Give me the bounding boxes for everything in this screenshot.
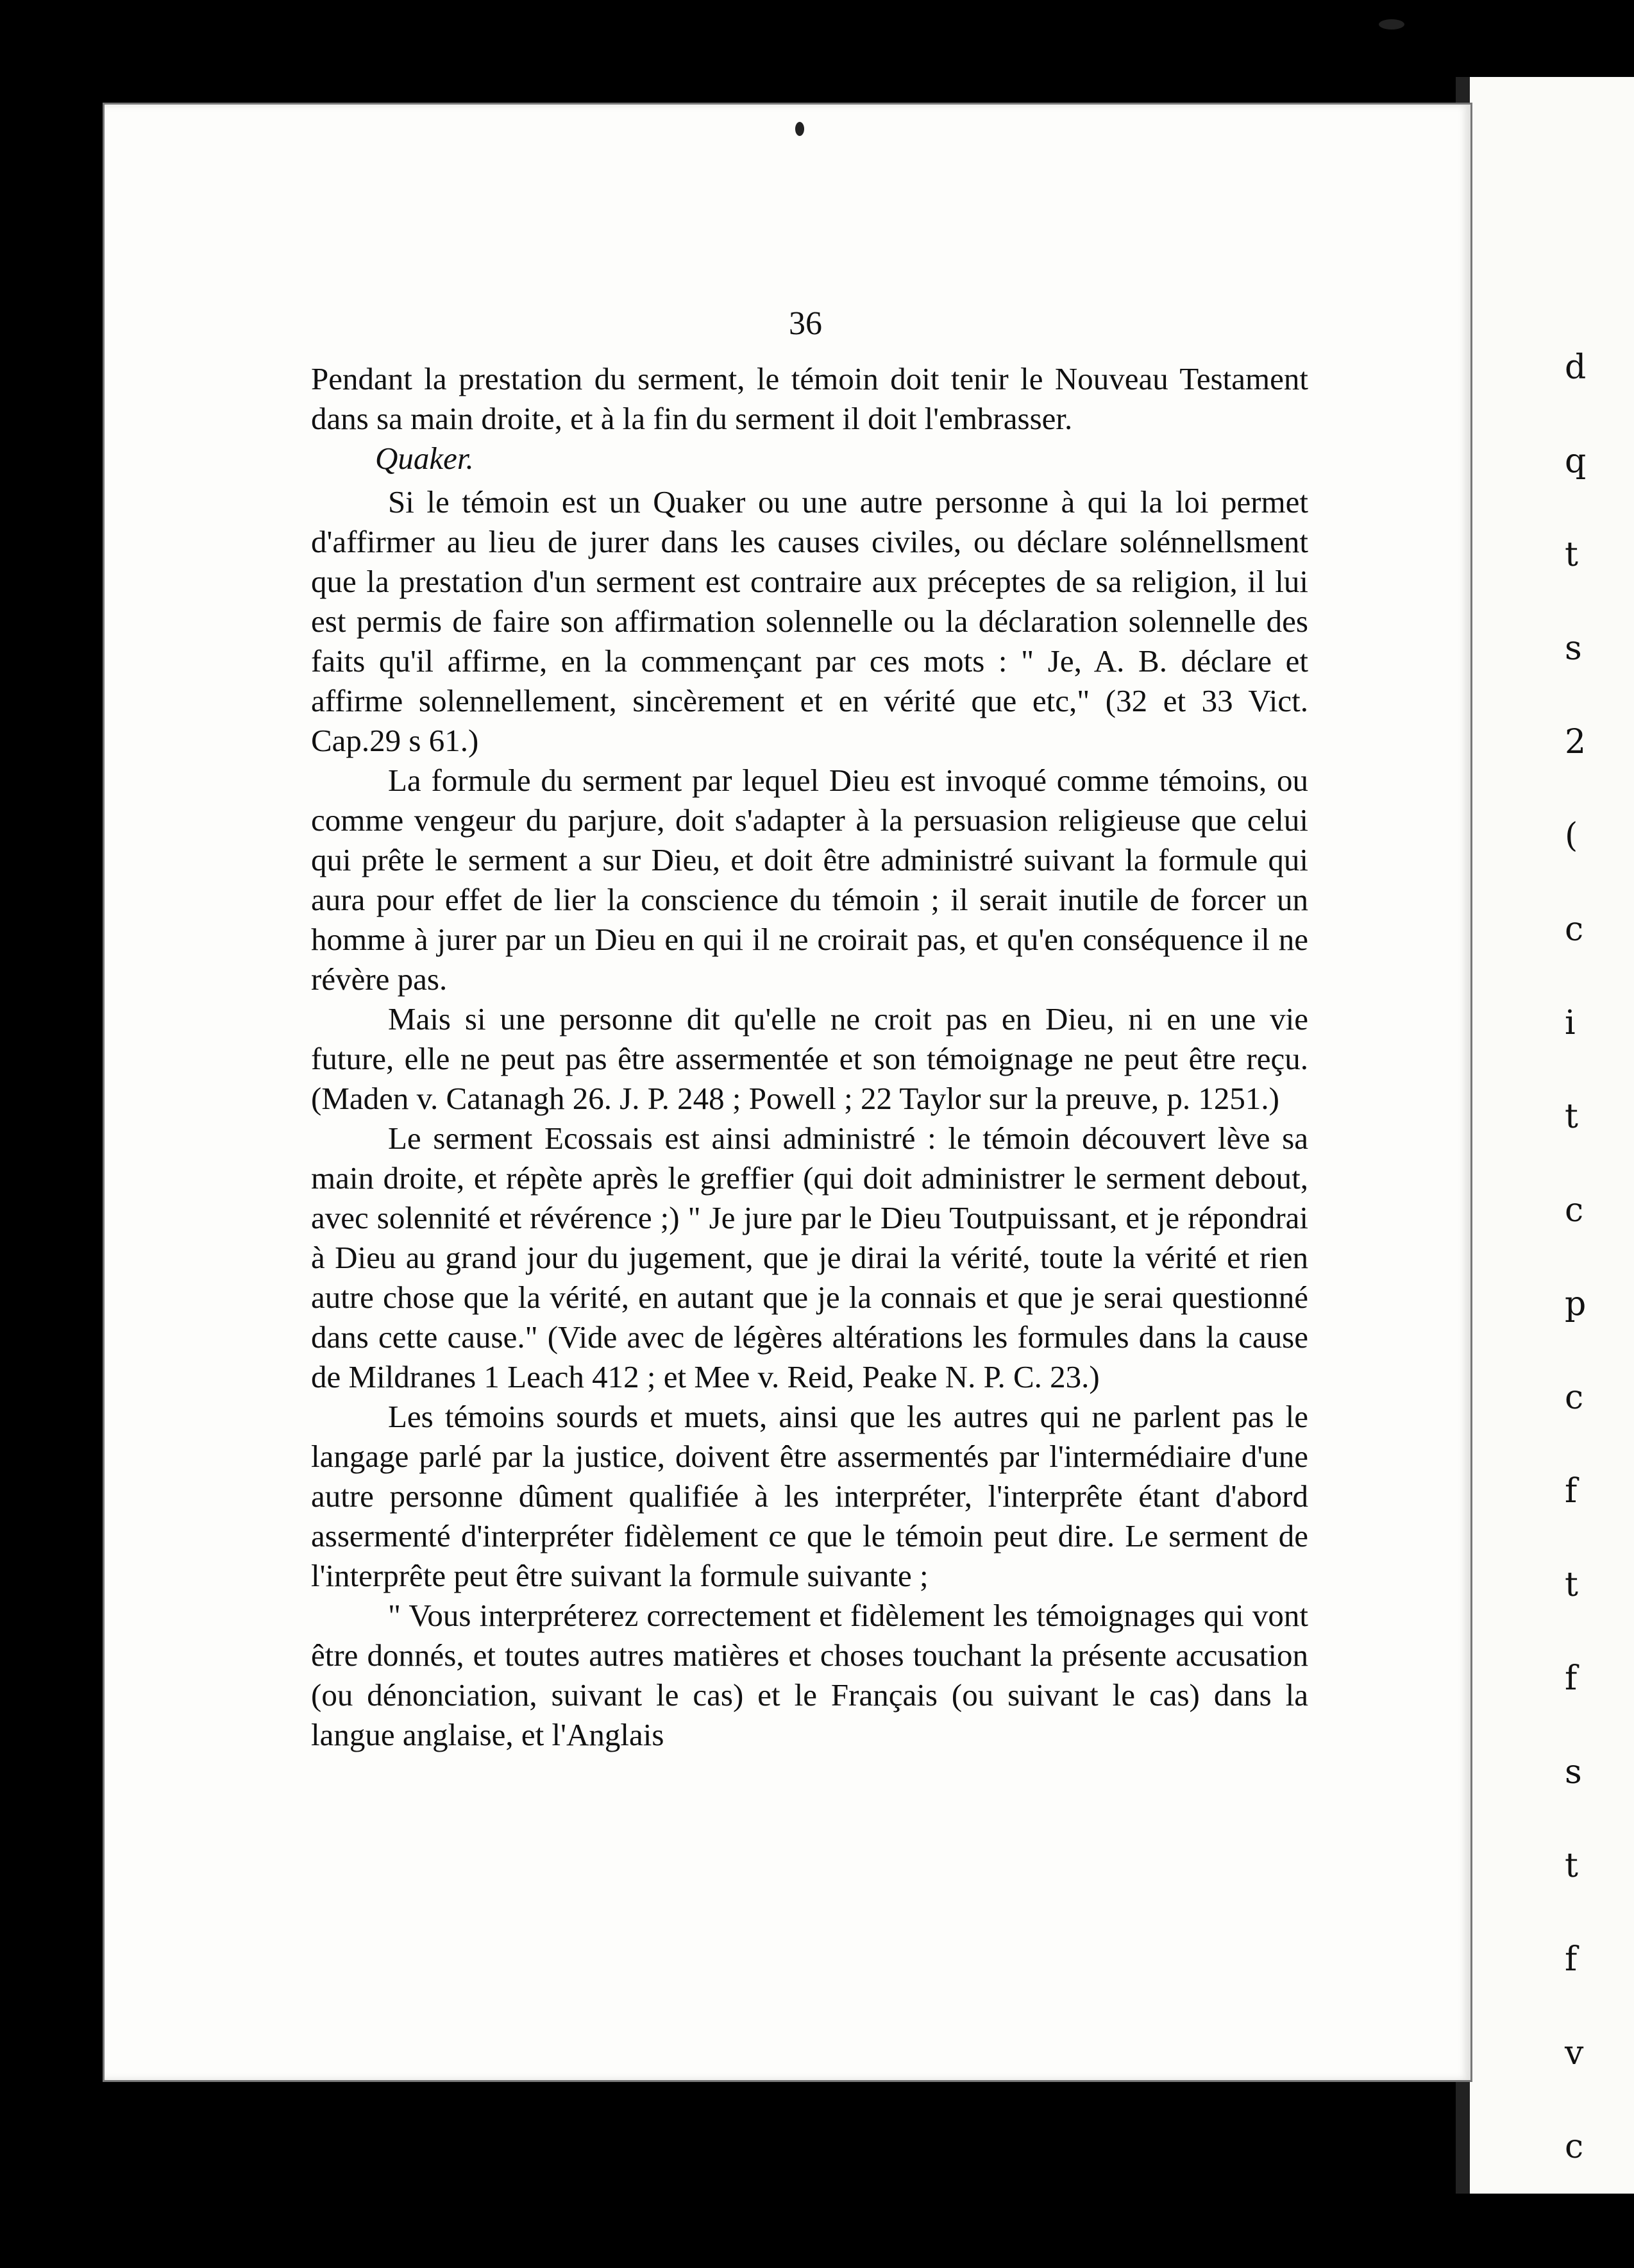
margin-char: t <box>1565 1566 1578 1604</box>
page-body-text <box>311 359 1308 1755</box>
paragraph: Si le témoin est un Quaker ou une autre personne à qui la loi permet d'affirmer au lieu de jurer dans les causes civiles, ou déclare solénnellsment que la prestation d'un serment est contraire aux préceptes de sa religion, il lui est permis de faire son affirmation solennelle ou la déclaration solennelle des faits qu'il affirme, en la commençant par ces mots : " Je, A. B. déclare et affirme solennellement, sincèrement et en vérité que etc," (32 et 33 Vict. Cap.29 s 61.) <box>311 484 1308 758</box>
margin-char: 2 <box>1565 723 1587 761</box>
paragraph: Les témoins sourds et muets, ainsi que les autres qui ne parlent pas le langage parlé par la justice, doivent être assermentés par l'intermédiaire d'une autre personne dûment qualifiée à les interpréter, l'interprête étant d'abord assermenté d'interpréter fidèlement ce que le témoin peut dire. Le serment de l'interprête peut être suivant la formule suivante ; <box>311 1399 1308 1593</box>
margin-char: t <box>1565 1097 1578 1136</box>
margin-char: t <box>1565 536 1578 574</box>
ink-speck <box>1379 19 1404 30</box>
paragraph: Le serment Ecossais est ainsi administré : le témoin découvert lève sa main droite, et répète après le greffier (qui doit administrer le serment debout, avec solennité et révérence ;) " Je jure par le Dieu Toutpuissant, et je répondrai à Dieu au grand jour du jugement, que je dirai la vérité, toute la vérité et rien autre chose que la vérité, en autant que je la connais et que je serai questionné dans cette cause." (Vide avec de légères altérations les formules dans la cause de Mildranes 1 Leach 412 ; et Mee v. Reid, Peake N. P. C. 23.) <box>311 1121 1308 1394</box>
margin-char: p <box>1565 1285 1587 1323</box>
margin-char: c <box>1565 1191 1584 1230</box>
ink-speck <box>795 122 804 136</box>
margin-char: d <box>1565 348 1587 387</box>
margin-char: i <box>1565 1004 1576 1042</box>
margin-char: ( <box>1565 817 1578 855</box>
paragraph: La formule du serment par lequel Dieu est invoqué comme témoins, ou comme vengeur du parjure, doit s'adapter à la persuasion religieuse que celui qui prête le serment a sur Dieu, et doit être administré suivant la formule qui aura pour effet de lier la conscience du témoin ; il serait inutile de forcer un homme à jurer par un Dieu en qui il ne croirait pas, et qu'en conséquence il ne révère pas. <box>311 763 1308 997</box>
margin-char: c <box>1565 1378 1584 1417</box>
facing-page-margin-text <box>1565 346 1629 2219</box>
margin-char: s <box>1565 1753 1582 1791</box>
paragraph: Pendant la prestation du serment, le témoin doit tenir le Nouveau Testament dans sa main droite, et à la fin du serment il doit l'embrasser. <box>311 361 1308 436</box>
margin-char: f <box>1565 1940 1578 1979</box>
margin-char: t <box>1565 1847 1578 1885</box>
scan-dark-corner <box>1301 0 1634 77</box>
margin-char: s <box>1565 629 1582 668</box>
margin-char: f <box>1565 1472 1578 1511</box>
paragraph: " Vous interpréterez correctement et fidèlement les témoignages qui vont être donnés, et toutes autres matières et choses touchant la présente accusation (ou dénonciation, suivant le cas) et le Français (ou suivant le cas) dans la langue anglaise, et l'Anglais <box>311 1598 1308 1752</box>
section-heading-quaker: Quaker. <box>375 441 474 476</box>
paragraph: Mais si une personne dit qu'elle ne croit pas en Dieu, ni en une vie future, elle ne peut pas être assermentée et son témoignage ne peut être reçu. (Maden v. Catanagh 26. J. P. 248 ; Powell ; 22 Taylor sur la preuve, p. 1251.) <box>311 1001 1308 1116</box>
margin-char: v <box>1565 2034 1584 2072</box>
margin-char: q <box>1565 442 1587 480</box>
margin-char: f <box>1565 1659 1578 1698</box>
margin-char: c <box>1565 910 1584 949</box>
page-number: 36 <box>789 305 822 342</box>
margin-char: c <box>1565 2128 1584 2166</box>
